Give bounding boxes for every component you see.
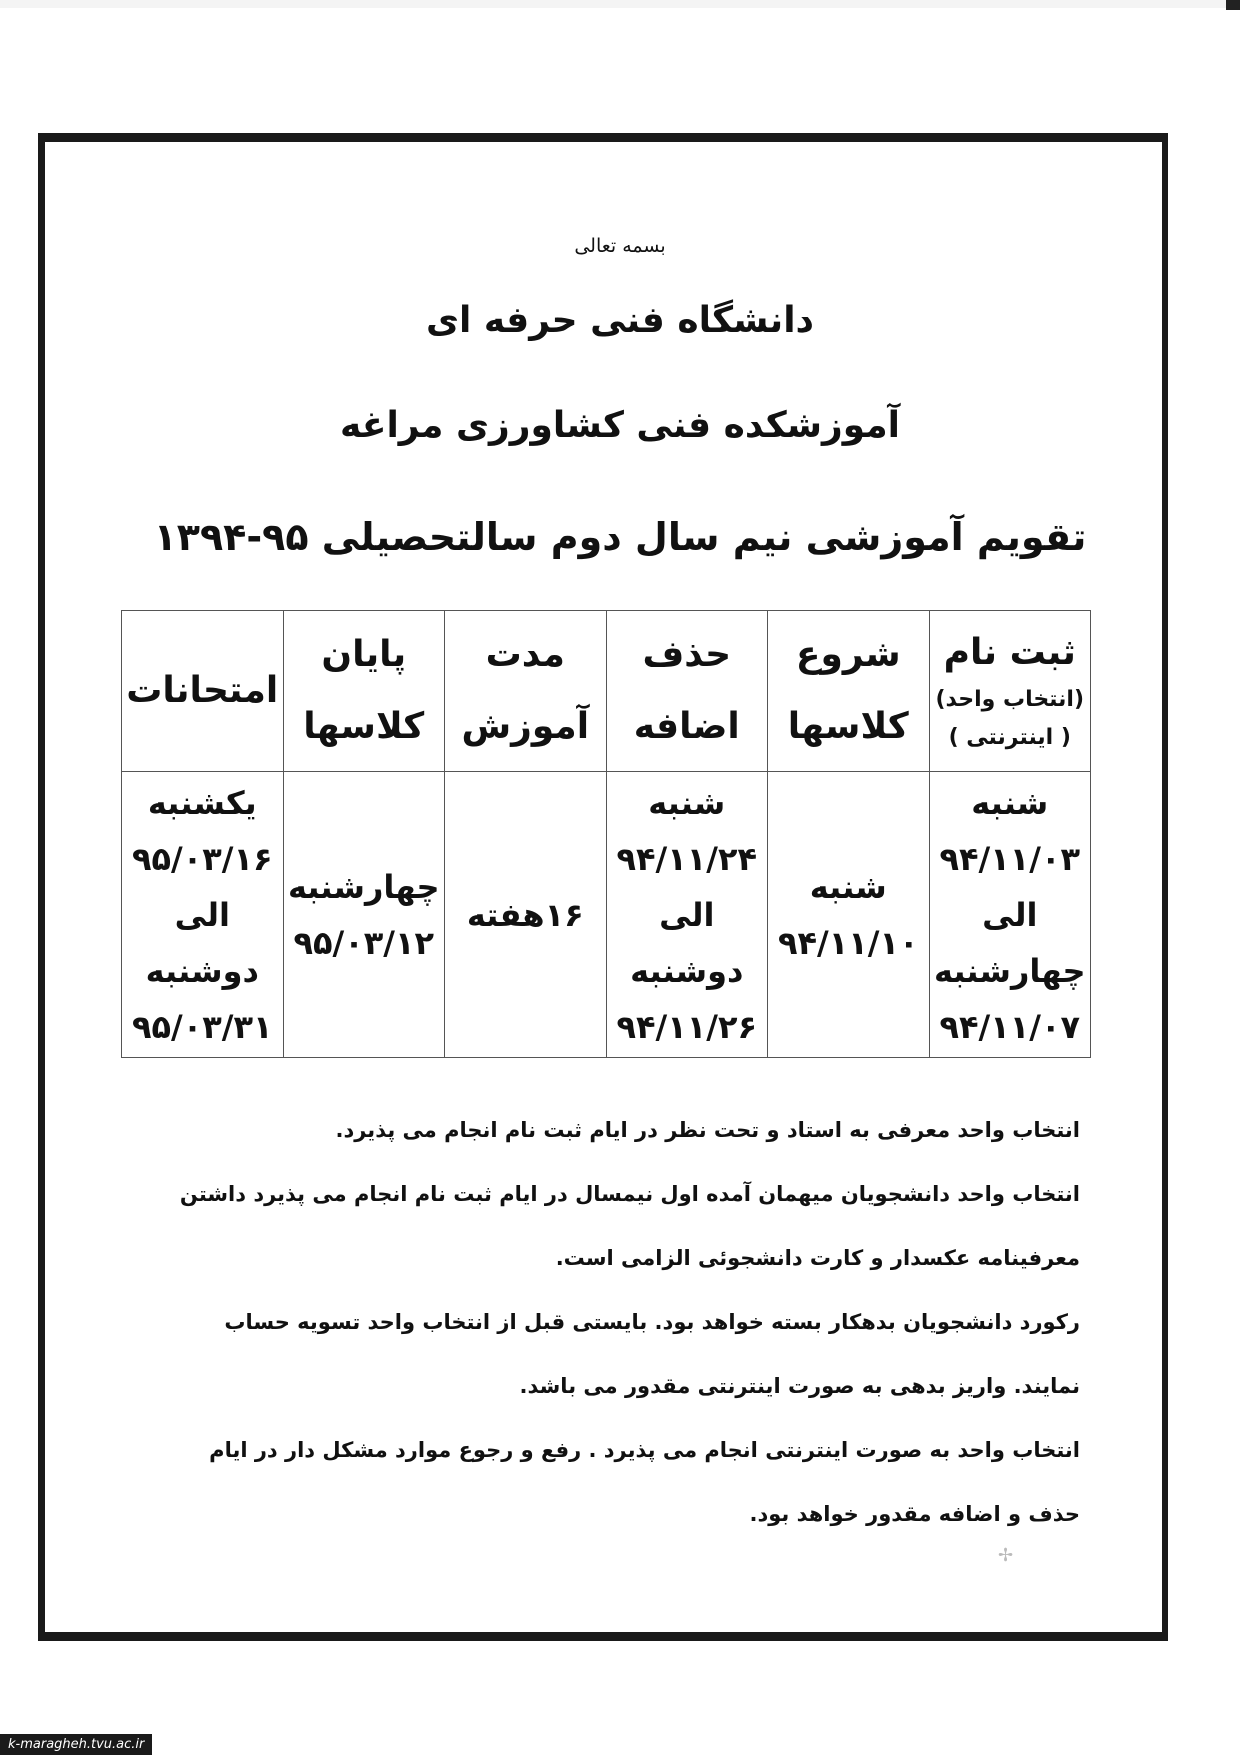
- header-add-drop: [606, 611, 768, 772]
- header-duration: [445, 611, 607, 772]
- header-line: حذف: [642, 634, 732, 675]
- cell-line: چهارشنبه: [287, 867, 440, 906]
- table-header-row: [122, 611, 1091, 772]
- cell-line: دوشنبه: [630, 951, 744, 990]
- note-paragraph: رکورد دانشجویان بدهکار بسته خواهد بود. بایستی قبل از انتخاب واحد تسویه حساب نمایند. واریز بدهی به صورت اینترنتی مقدور می باشد.: [224, 1310, 1080, 1398]
- cell-line: ۹۴/۱۱/۰۷: [939, 1007, 1081, 1046]
- notes-section: [155, 1098, 1080, 1546]
- header-line: پایان: [321, 634, 407, 675]
- header-registration-sub2: ( اینترنتی ): [948, 725, 1071, 750]
- note-paragraph: انتخاب واحد معرفی به استاد و تحت نظر در ایام ثبت نام انجام می پذیرد.: [335, 1118, 1080, 1142]
- cell-line: ۹۵/۰۳/۳۱: [131, 1007, 273, 1046]
- note-paragraph: انتخاب واحد به صورت اینترنتی انجام می پذیرد . رفع و رجوع موارد مشکل دار در ایام حذف و اضافه مقدور خواهد بود.: [209, 1438, 1080, 1526]
- header-registration: [929, 611, 1091, 772]
- header-line: شروع: [795, 634, 901, 675]
- header-line: کلاسها: [303, 706, 425, 747]
- corner-mark: [1226, 0, 1240, 10]
- header-line: اضافه: [633, 706, 740, 747]
- cell-line: شنبه: [648, 783, 726, 822]
- invocation-text: بسمه تعالی: [574, 235, 666, 257]
- header-line: مدت: [485, 634, 565, 675]
- cell-line: ۹۴/۱۱/۲۶: [616, 1007, 758, 1046]
- site-url-tag: k-maragheh.tvu.ac.ir: [0, 1734, 152, 1755]
- page-edge: [0, 0, 1240, 8]
- cell-class-start: [768, 772, 930, 1058]
- cell-line: الی: [982, 895, 1038, 934]
- cell-line: شنبه: [809, 867, 887, 906]
- cell-line: دوشنبه: [145, 951, 259, 990]
- cell-line: ۹۵/۰۳/۱۶: [131, 839, 273, 878]
- cell-line: الی: [659, 895, 715, 934]
- calendar-title: تقویم آموزشی نیم سال دوم سالتحصیلی ۹۵-۱۳۹۴: [153, 515, 1087, 559]
- cell-line: ۱۶هفته: [466, 895, 584, 934]
- cell-exams: [122, 772, 284, 1058]
- header-class-end: [283, 611, 445, 772]
- note-paragraph: انتخاب واحد دانشجویان میهمان آمده اول نیمسال در ایام ثبت نام انجام می پذیرد داشتن معرفینامه عکسدار و کارت دانشجوئی الزامی است.: [179, 1182, 1080, 1270]
- header-class-start: [768, 611, 930, 772]
- cell-line: ۹۴/۱۱/۲۴: [616, 839, 758, 878]
- scan-smudge-icon: ✢: [998, 1545, 1014, 1566]
- header-line: کلاسها: [787, 706, 909, 747]
- cell-line: الی: [174, 895, 230, 934]
- cell-class-end: [283, 772, 445, 1058]
- cell-line: ۹۴/۱۱/۰۳: [939, 839, 1081, 878]
- academic-calendar-table: [121, 610, 1091, 1058]
- college-name: آموزشکده فنی کشاورزی مراغه: [340, 405, 900, 446]
- header-line: آموزش: [461, 706, 590, 747]
- cell-line: ۹۴/۱۱/۱۰: [777, 923, 919, 962]
- cell-add-drop: [606, 772, 768, 1058]
- cell-line: ۹۵/۰۳/۱۲: [293, 923, 435, 962]
- header-registration-main: ثبت نام: [943, 632, 1076, 673]
- cell-line: یکشنبه: [147, 783, 257, 822]
- table-row: [122, 772, 1091, 1058]
- cell-line: چهارشنبه: [933, 951, 1086, 990]
- header-exams: [122, 611, 284, 772]
- cell-duration: [445, 772, 607, 1058]
- header-line: امتحانات: [126, 670, 279, 711]
- cell-registration: [929, 772, 1091, 1058]
- header-registration-sub1: (انتخاب واحد): [935, 687, 1085, 712]
- university-name: دانشگاه فنی حرفه ای: [425, 300, 815, 341]
- cell-line: شنبه: [971, 783, 1049, 822]
